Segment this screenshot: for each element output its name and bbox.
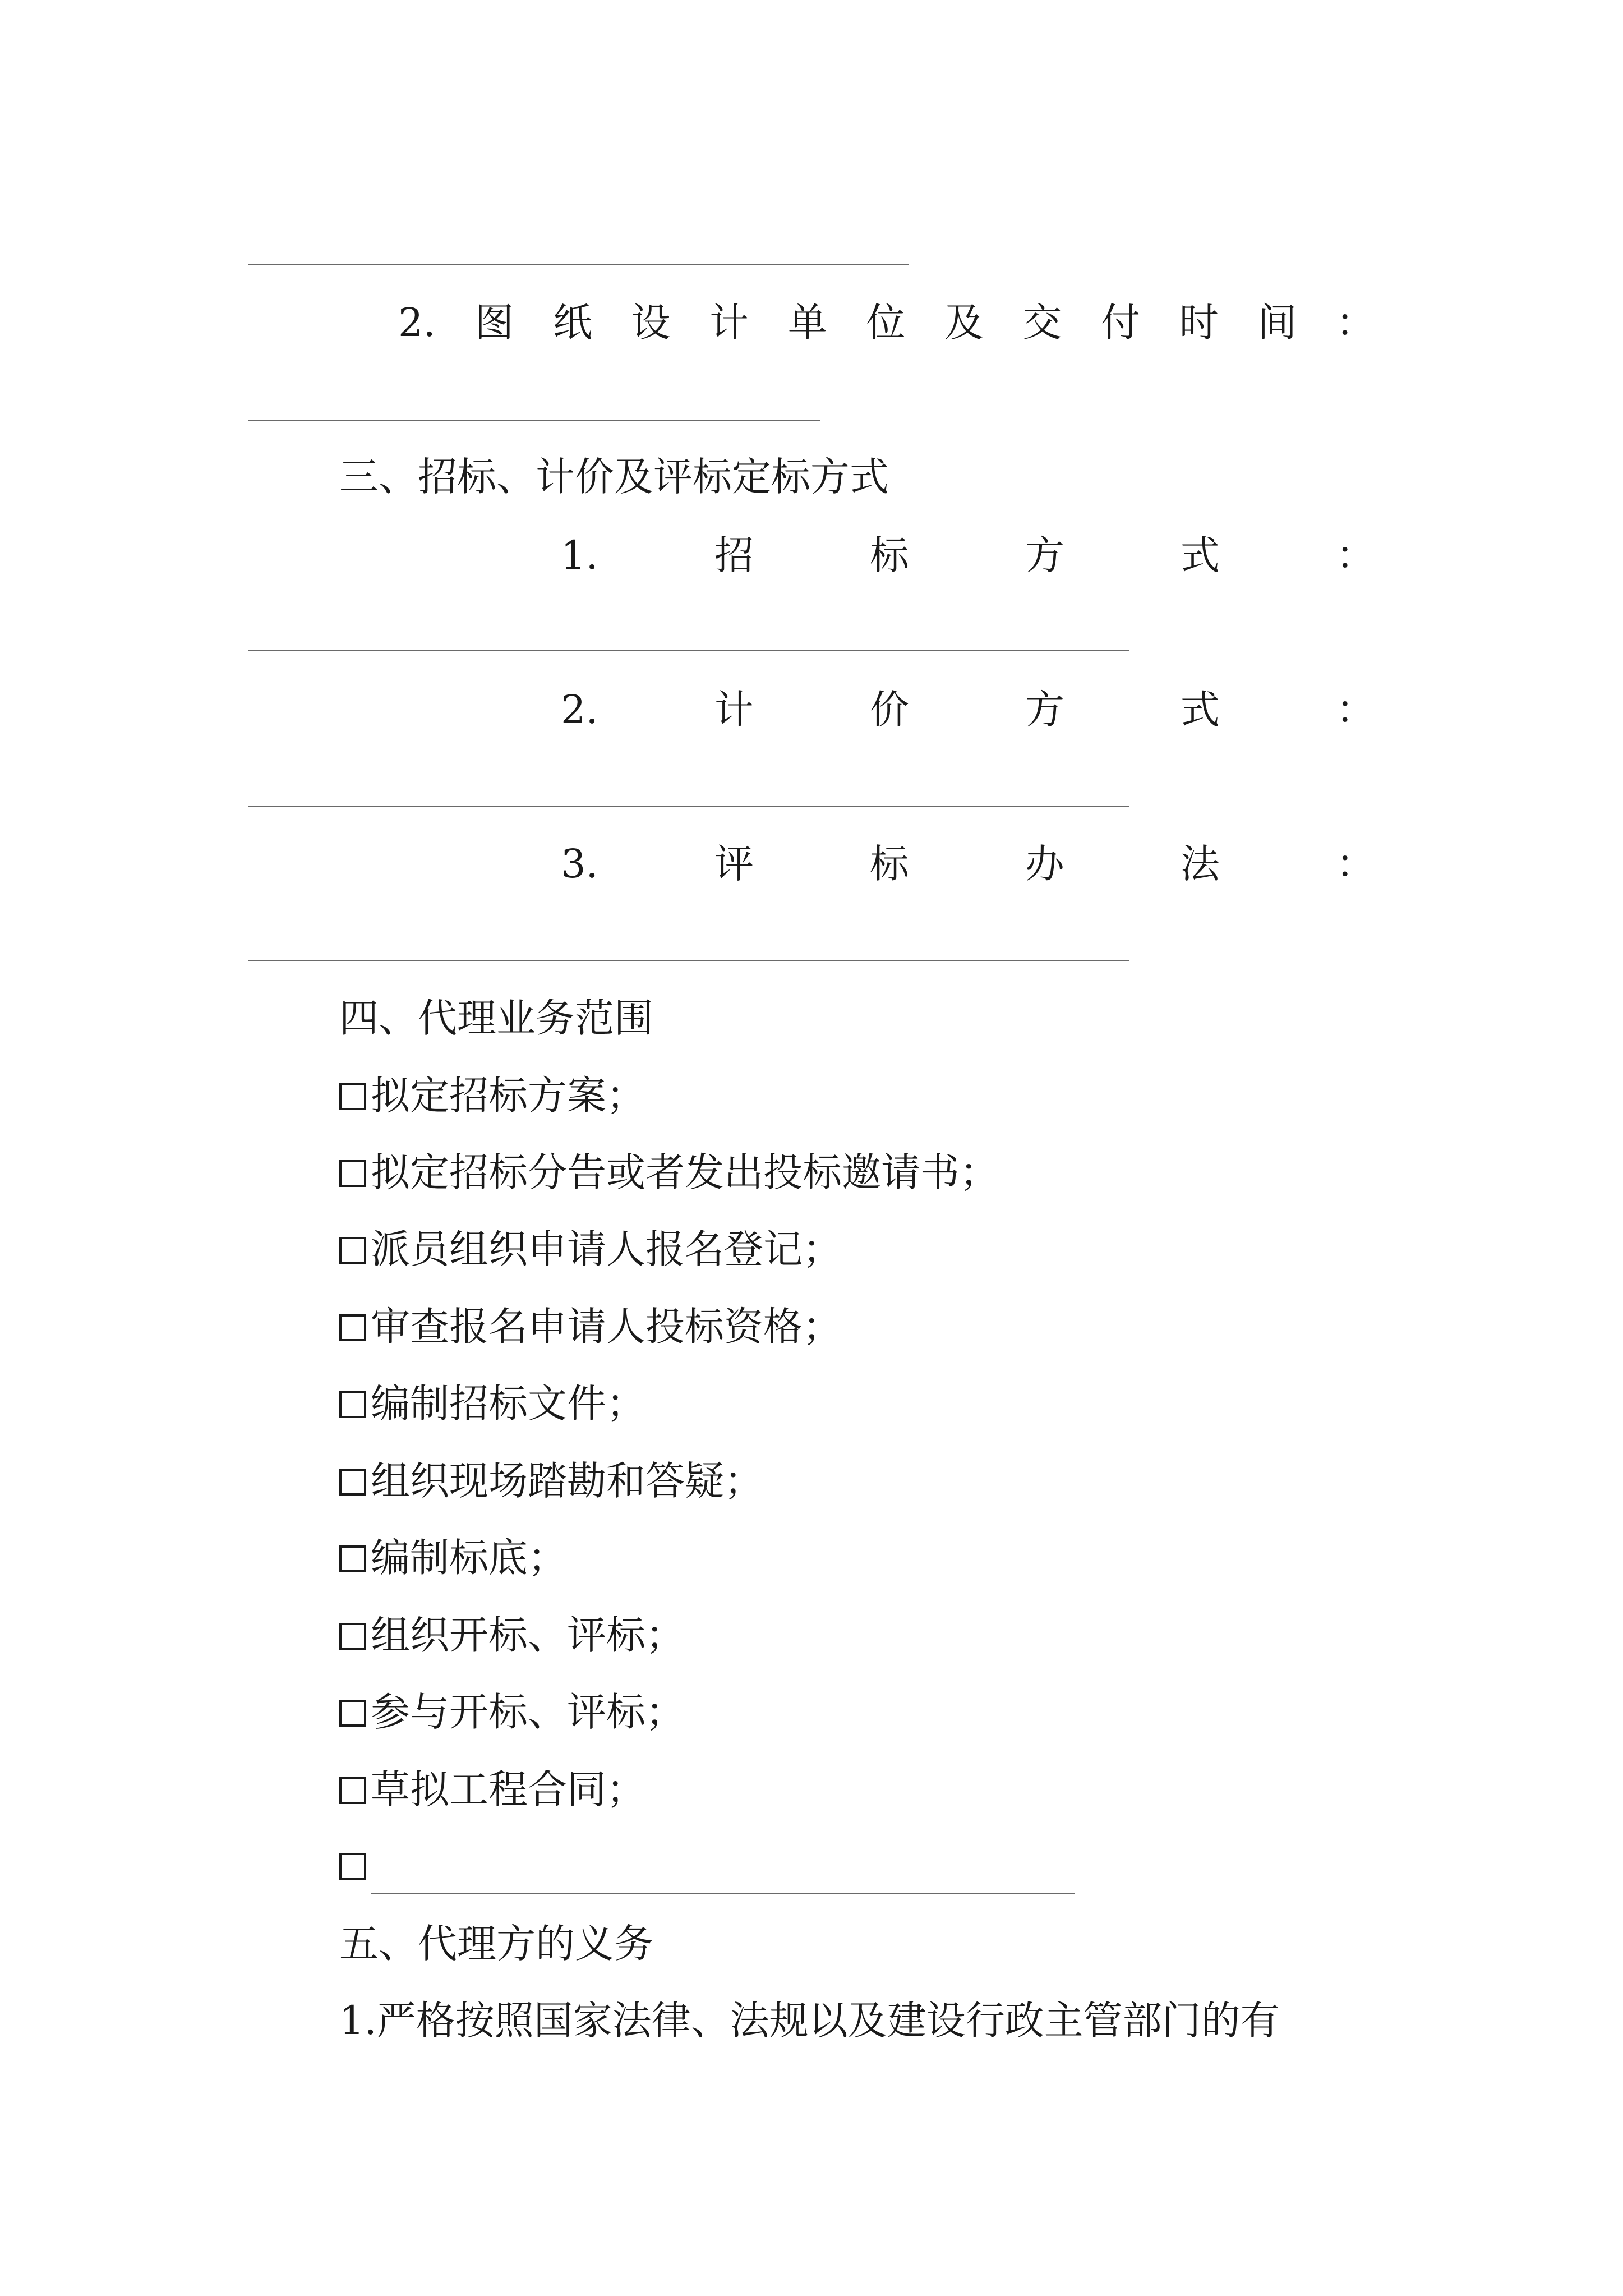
pricing-method-item: 2. 计 价 方 式 ： [561, 687, 1375, 733]
evaluation-method-item: 3. 评 标 办 法 ： [561, 841, 1375, 887]
checkbox-icon[interactable] [339, 1545, 366, 1572]
scope-item-other [339, 1840, 1075, 1894]
scope-item-6: 组织现场踏勘和答疑； [339, 1456, 763, 1506]
item-number: 2. [398, 300, 436, 346]
scope-item-10: 草拟工程合同； [339, 1764, 645, 1815]
checkbox-icon[interactable] [339, 1237, 366, 1264]
blank-line-design-date-continued [248, 264, 909, 265]
section-4-heading: 四、代理业务范围 [339, 995, 653, 1041]
checkbox-icon[interactable] [339, 1160, 366, 1187]
scope-item-7: 编制标底； [339, 1533, 567, 1583]
blank-line-other-scope [371, 1860, 1075, 1894]
blank-line-bidding-method [248, 650, 1129, 651]
scope-item-2: 拟定招标分告或者发出投标邀请书； [339, 1147, 999, 1198]
checkbox-icon[interactable] [339, 1469, 366, 1496]
checkbox-icon[interactable] [339, 1853, 366, 1880]
blank-line-evaluation-method [248, 960, 1129, 961]
checkbox-icon[interactable] [339, 1700, 366, 1727]
bidding-method-item: 1. 招 标 方 式 ： [561, 532, 1375, 578]
checkbox-icon[interactable] [339, 1777, 366, 1804]
checkbox-icon[interactable] [339, 1391, 366, 1418]
scope-item-4: 审查报名申请人投标资格； [339, 1301, 842, 1352]
scope-item-3: 派员组织申请人报名登记； [339, 1224, 842, 1274]
duty-item-1: 1.严格按照国家法律、法规以及建设行政主管部门的有 [339, 1998, 1280, 2044]
checkbox-icon[interactable] [339, 1314, 366, 1341]
blank-line-design-unit-and-date [248, 420, 820, 421]
checkbox-icon[interactable] [339, 1083, 366, 1110]
scope-item-8: 组织开标、评标； [339, 1610, 685, 1660]
blank-line-pricing-method [248, 806, 1129, 807]
checkbox-icon[interactable] [339, 1623, 366, 1650]
scope-item-5: 编制招标文件； [339, 1378, 645, 1429]
scope-item-1: 拟定招标方案； [339, 1070, 645, 1121]
section-5-heading: 五、代理方的义务 [339, 1921, 653, 1967]
design-unit-delivery-item: 2. 图 纸 设 计 单 位 及 交 付 时 间 ： [398, 297, 1375, 348]
section-3-heading: 三、招标、计价及评标定标方式 [339, 454, 889, 500]
scope-item-9: 参与开标、评标； [339, 1687, 685, 1737]
